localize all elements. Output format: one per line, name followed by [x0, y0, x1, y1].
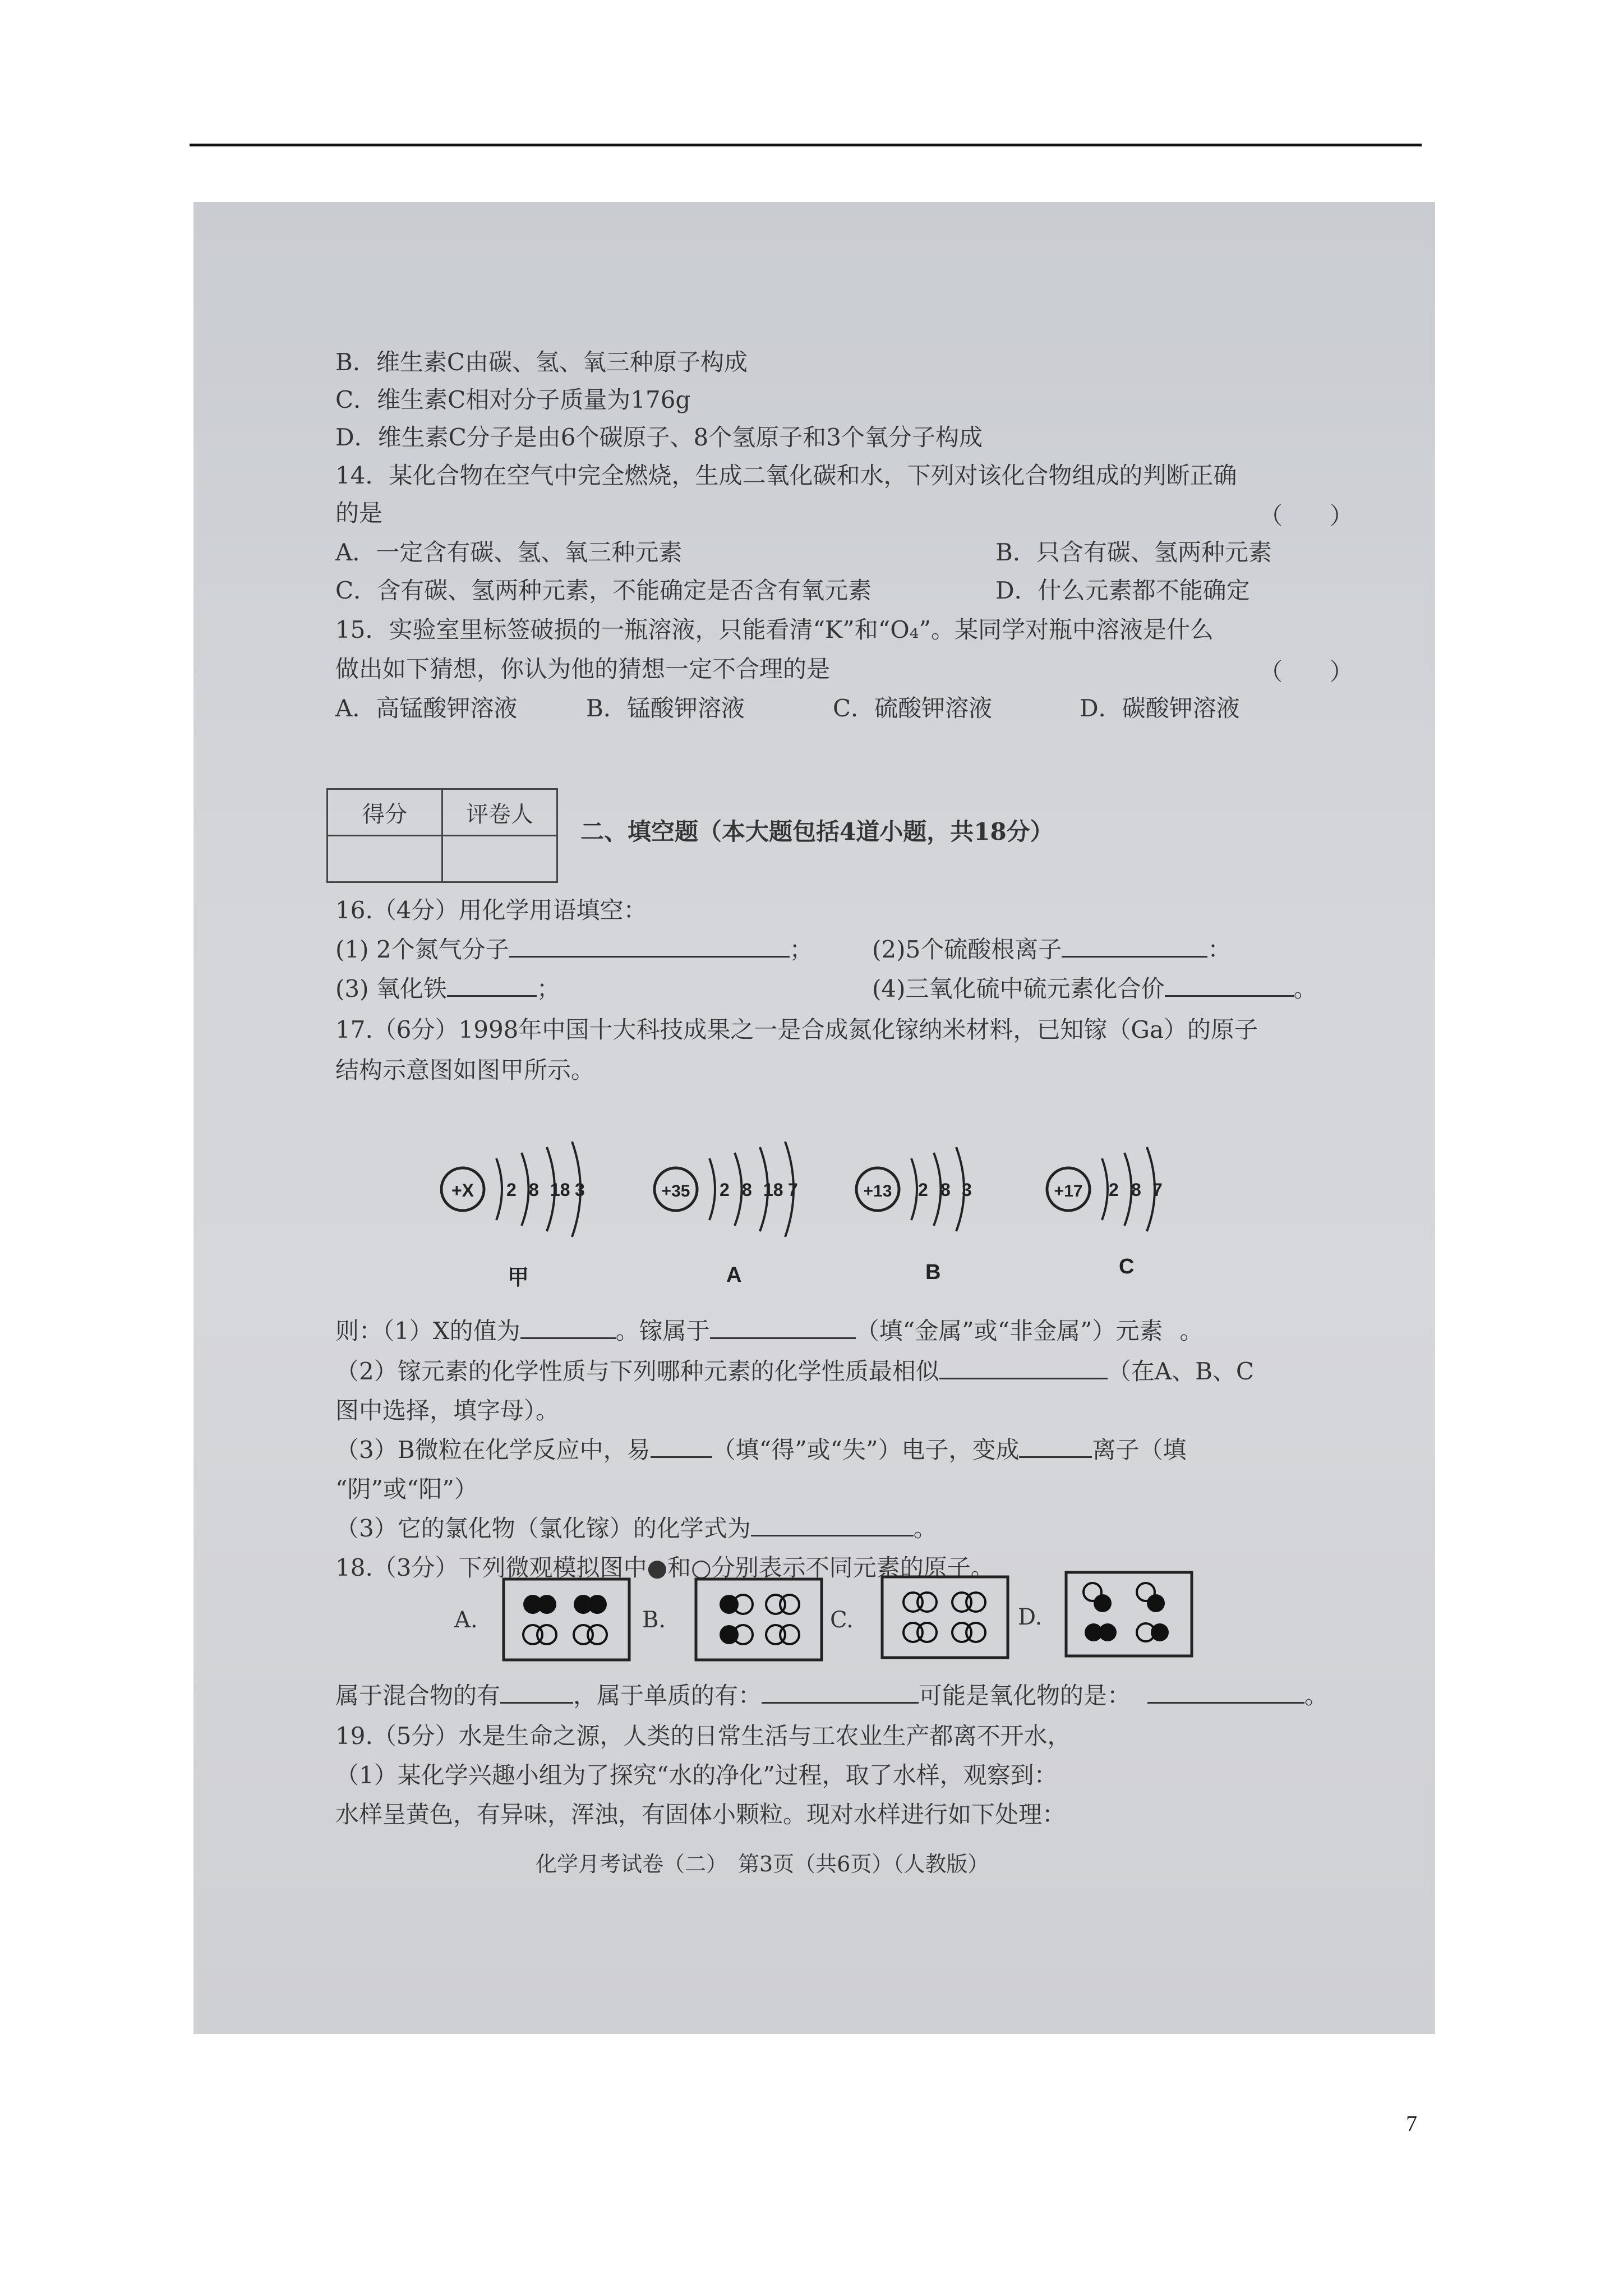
q19-part1-line2: 水样呈黄色，有异味，浑浊，有固体小颗粒。现对水样进行如下处理： [335, 1801, 1066, 1828]
scanned-exam-photo [193, 202, 1435, 2034]
micro-label-b: B. [642, 1607, 666, 1633]
atom-jia [441, 1142, 585, 1290]
q15-stem-line2: 做出如下猜想，你认为他的猜想一定不合理的是 [335, 655, 831, 683]
q17-line5: “阴”或“阳”） [335, 1475, 478, 1503]
exam-footer: 化学月考试卷（二） 第3页（共6页）（人教版） [536, 1852, 989, 1876]
q14-option-d: D．什么元素都不能确定 [995, 577, 1250, 604]
q19-part1-line1: （1）某化学兴趣小组为了探究“水的净化”过程，取了水样，观察到： [335, 1761, 1058, 1789]
q17-line3: 图中选择，填字母）。 [335, 1397, 560, 1424]
shell-2: 8 [940, 1180, 951, 1200]
q14-stem-line2: 的是 [335, 499, 383, 527]
q19-stem: 19.（5分）水是生命之源，人类的日常生活与工农业生产都离不开水， [335, 1722, 1071, 1750]
score-table [326, 788, 558, 883]
micro-model-d [1064, 1571, 1193, 1658]
q15-option-d: D．碳酸钾溶液 [1080, 694, 1240, 722]
q13-option-d: D．维生素C分子是由6个碳原子、8个氢原子和3个氧分子构成 [335, 424, 983, 451]
shell-2: 8 [1131, 1180, 1141, 1200]
shell-4: 3 [575, 1180, 585, 1200]
shell-1: 2 [1109, 1180, 1119, 1200]
q15-option-a: A．高锰酸钾溶液 [335, 694, 518, 722]
q14-option-b: B．只含有碳、氢两种元素 [995, 539, 1272, 566]
atom-label: B [925, 1260, 941, 1284]
micro-model-b [694, 1577, 823, 1662]
q16-part4: (4)三氧化硫中硫元素化合价 。 [872, 975, 1317, 1002]
q17-stem-line1: 17.（6分）1998年中国十大科技成果之一是合成氮化镓纳米材料，已知镓（Ga）的原子 [335, 1016, 1258, 1043]
micro-label-a: A. [454, 1607, 478, 1633]
shell-1: 2 [506, 1180, 517, 1200]
shell-3: 18 [763, 1180, 783, 1200]
micro-model-c [880, 1575, 1009, 1659]
score-cell [328, 836, 442, 882]
shell-2: 8 [742, 1180, 752, 1200]
q13-option-c: C．维生素C相对分子质量为176g [335, 386, 691, 413]
shell-3: 3 [962, 1180, 972, 1200]
q18-answer-line: 属于混合物的有 ，属于单质的有： 可能是氧化物的是： 。 [335, 1682, 1329, 1709]
nucleus-charge: +13 [863, 1182, 892, 1200]
atom-a [654, 1142, 798, 1287]
q14-stem-line1: 14．某化合物在空气中完全燃烧，生成二氧化碳和水，下列对该化合物组成的判断正确 [335, 462, 1237, 489]
q15-stem-line1: 15．实验室里标签破损的一瓶溶液，只能看清“K”和“O₄”。某同学对瓶中溶液是什么 [335, 616, 1214, 643]
nucleus-charge: +17 [1054, 1182, 1083, 1200]
shell-2: 8 [529, 1180, 539, 1200]
q13-option-b: B．维生素C由碳、氢、氧三种原子构成 [335, 348, 748, 376]
nucleus-charge: +X [451, 1180, 474, 1200]
q17-line4: （3）B微粒在化学反应中，易 （填“得”或“失”）电子，变成 离子（填 [335, 1436, 1187, 1464]
atomic-structure-diagrams [440, 1133, 1225, 1301]
q17-line2: （2）镓元素的化学性质与下列哪种元素的化学性质最相似 （在A、B、C [335, 1358, 1255, 1385]
q14-option-a: A．一定含有碳、氢、氧三种元素 [335, 539, 683, 566]
q18-stem: 18.（3分）下列微观模拟图中●和○分别表示不同元素的原子。 [335, 1554, 994, 1581]
nucleus-charge: +35 [661, 1182, 690, 1200]
atom-c [1047, 1147, 1163, 1278]
shell-3: 18 [550, 1180, 570, 1200]
q15-option-c: C．硫酸钾溶液 [833, 694, 993, 722]
q17-line1: 则：（1）X的值为 。镓属于 （填“金属”或“非金属”）元素 。 [335, 1317, 1204, 1345]
shell-1: 2 [720, 1180, 730, 1200]
atom-label: A [726, 1263, 742, 1287]
q15-answer-paren: （ ） [1259, 658, 1354, 685]
micro-label-c: C. [830, 1607, 854, 1633]
micro-model-a [502, 1577, 631, 1662]
q16-part1: (1) 2个氮气分子 ； [335, 936, 813, 963]
grader-cell [442, 836, 557, 882]
q16-stem: 16.（4分）用化学用语填空： [335, 896, 647, 924]
score-header: 得分 [328, 789, 442, 836]
atom-label: C [1119, 1255, 1135, 1278]
section2-title: 二、填空题（本大题包括4道小题，共18分） [580, 818, 1054, 845]
page-number: 7 [1406, 2111, 1417, 2136]
grader-header: 评卷人 [442, 789, 557, 836]
micro-label-d: D. [1018, 1604, 1043, 1630]
shell-4: 7 [788, 1180, 798, 1200]
q16-part2: (2)5个硫酸根离子 ： [872, 936, 1232, 963]
atom-label: 甲 [508, 1265, 529, 1290]
q15-option-b: B．锰酸钾溶液 [586, 694, 745, 722]
q17-stem-line2: 结构示意图如图甲所示。 [335, 1056, 595, 1084]
header-rule [190, 144, 1422, 146]
q14-option-c: C．含有碳、氢两种元素，不能确定是否含有氧元素 [335, 577, 872, 604]
shell-1: 2 [918, 1180, 928, 1200]
atom-b [856, 1147, 972, 1284]
shell-3: 7 [1152, 1180, 1163, 1200]
q17-line6: （3）它的氯化物（氯化镓）的化学式为 。 [335, 1515, 937, 1542]
q16-part3: (3) 氧化铁 ； [335, 975, 560, 1002]
q14-answer-paren: （ ） [1259, 502, 1354, 530]
